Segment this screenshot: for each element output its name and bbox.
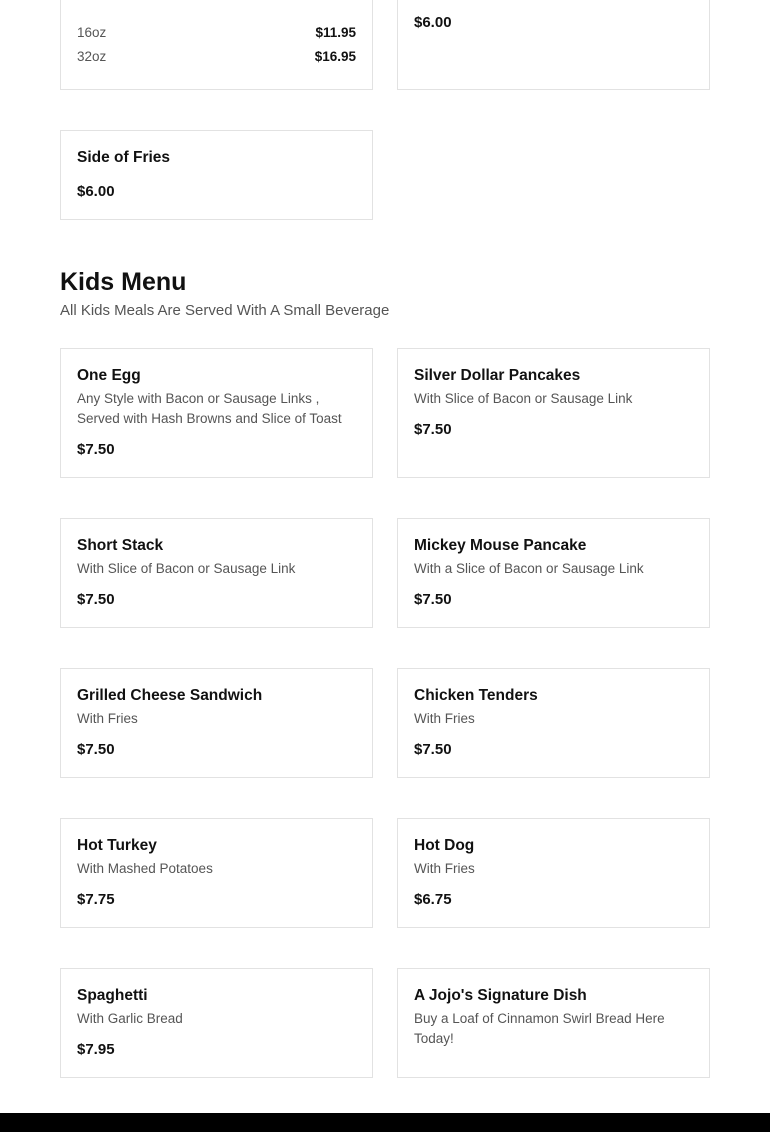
item-price: $7.50 bbox=[414, 741, 452, 758]
size-price: $11.95 bbox=[315, 25, 356, 40]
section-subtitle: All Kids Meals Are Served With A Small Beverage bbox=[60, 302, 390, 319]
item-description: Any Style with Bacon or Sausage Links , Served with Hash Browns and Slice of Toast bbox=[77, 391, 342, 426]
menu-item-card bbox=[60, 818, 373, 928]
item-description: Buy a Loaf of Cinnamon Swirl Bread Here Today! bbox=[414, 1011, 665, 1046]
menu-item-card-side-of-fries bbox=[60, 130, 373, 220]
size-price: $16.95 bbox=[314, 49, 356, 64]
item-title: Spaghetti bbox=[77, 987, 148, 1004]
item-description: With Fries bbox=[414, 861, 475, 876]
size-option-row bbox=[77, 49, 356, 64]
section-title-kids-menu: Kids Menu bbox=[60, 268, 187, 296]
item-description: With a Slice of Bacon or Sausage Link bbox=[414, 561, 644, 576]
menu-item-card bbox=[397, 818, 710, 928]
item-title: One Egg bbox=[77, 367, 141, 384]
item-description: With Fries bbox=[77, 711, 138, 726]
menu-item-card bbox=[60, 668, 373, 778]
item-price: $6.75 bbox=[414, 891, 452, 908]
item-title: Short Stack bbox=[77, 537, 164, 554]
menu-item-card bbox=[397, 348, 710, 478]
item-price: $7.50 bbox=[77, 441, 115, 458]
item-price: $6.00 bbox=[77, 183, 115, 200]
item-price: $7.50 bbox=[414, 591, 452, 608]
item-title: Hot Dog bbox=[414, 837, 475, 854]
menu-item-card-partial bbox=[397, 0, 710, 90]
item-description: With Slice of Bacon or Sausage Link bbox=[414, 391, 633, 406]
size-label: 16oz bbox=[77, 25, 107, 40]
item-title: Mickey Mouse Pancake bbox=[414, 537, 587, 554]
menu-item-card bbox=[60, 968, 373, 1078]
size-label: 32oz bbox=[77, 49, 107, 64]
item-title: Chicken Tenders bbox=[414, 687, 538, 704]
item-price: $7.50 bbox=[77, 741, 115, 758]
footer-bar bbox=[0, 1113, 770, 1132]
item-description: With Mashed Potatoes bbox=[77, 861, 213, 876]
menu-item-card bbox=[397, 668, 710, 778]
menu-item-card bbox=[60, 348, 373, 478]
item-title: A Jojo's Signature Dish bbox=[414, 987, 587, 1004]
menu-item-card bbox=[397, 518, 710, 628]
item-price: $6.00 bbox=[414, 14, 452, 31]
size-option-row bbox=[77, 25, 356, 40]
item-price: $7.50 bbox=[77, 591, 115, 608]
item-description: With Garlic Bread bbox=[77, 1011, 183, 1026]
item-price: $7.95 bbox=[77, 1041, 115, 1058]
item-title: Grilled Cheese Sandwich bbox=[77, 687, 263, 704]
item-description: With Fries bbox=[414, 711, 475, 726]
menu-item-card-sizes bbox=[60, 0, 373, 90]
menu-item-card bbox=[397, 968, 710, 1078]
item-title: Side of Fries bbox=[77, 149, 171, 166]
item-price: $7.75 bbox=[77, 891, 115, 908]
item-description: With Slice of Bacon or Sausage Link bbox=[77, 561, 296, 576]
menu-item-card bbox=[60, 518, 373, 628]
item-title: Hot Turkey bbox=[77, 837, 157, 854]
item-title: Silver Dollar Pancakes bbox=[414, 367, 581, 384]
item-price: $7.50 bbox=[414, 421, 452, 438]
